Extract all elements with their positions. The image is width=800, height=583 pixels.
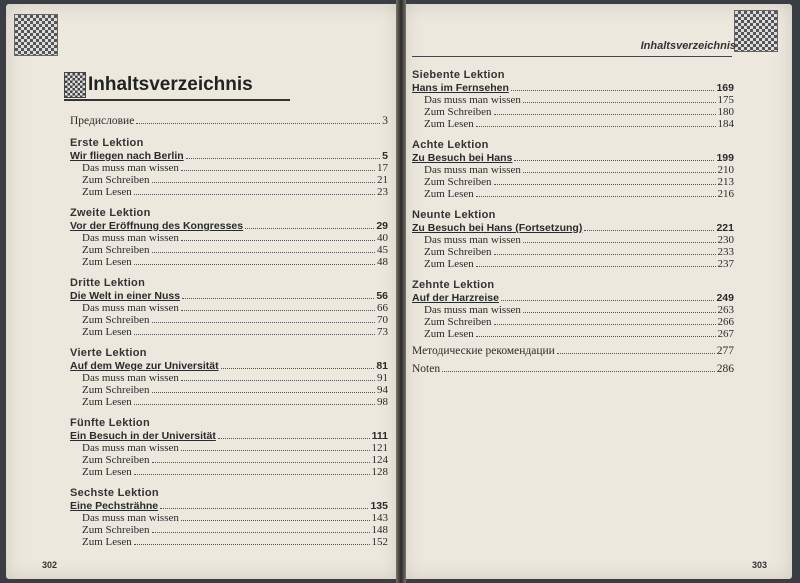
toc-entry	[412, 362, 734, 376]
dot-leader	[245, 220, 374, 229]
entry-title: Das muss man wissen	[82, 232, 179, 244]
toc-chapter-entry	[70, 220, 388, 232]
lesson-heading: Zweite Lektion	[70, 207, 151, 219]
dot-leader	[134, 326, 375, 335]
entry-page-number: 152	[371, 536, 388, 548]
entry-page-number: 45	[377, 244, 388, 256]
entry-title: Eine Pechsträhne	[70, 500, 159, 512]
dot-leader	[152, 314, 375, 323]
dot-leader	[494, 106, 716, 115]
dot-leader	[134, 466, 370, 475]
dot-leader	[134, 396, 375, 405]
entry-page-number: 128	[371, 466, 388, 478]
entry-title: Zum Lesen	[82, 256, 132, 268]
dot-leader	[152, 524, 370, 533]
entry-page-number: 66	[377, 302, 388, 314]
lesson-heading: Neunte Lektion	[412, 209, 496, 221]
toc-chapter-entry	[412, 82, 734, 94]
toc-subentry	[70, 186, 388, 198]
dot-leader	[152, 384, 375, 393]
toc-subentry	[70, 396, 388, 408]
lesson-heading: Dritte Lektion	[70, 277, 146, 289]
entry-page-number: 91	[377, 372, 388, 384]
entry-page-number: 230	[717, 234, 734, 246]
entry-page-number: 70	[377, 314, 388, 326]
dot-leader	[134, 256, 375, 265]
dot-leader	[523, 304, 716, 313]
dot-leader	[476, 188, 716, 197]
toc-subentry	[412, 176, 734, 188]
dot-leader	[181, 442, 370, 451]
dot-leader	[221, 360, 375, 369]
dot-leader	[181, 232, 375, 241]
toc-subentry	[70, 466, 388, 478]
entry-title: Ein Besuch in der Universität	[70, 430, 216, 442]
dot-leader	[152, 244, 375, 253]
entry-title: Zum Schreiben	[424, 176, 492, 188]
toc-right-column	[412, 68, 734, 376]
entry-page-number: 21	[377, 174, 388, 186]
entry-title: Das muss man wissen	[82, 442, 179, 454]
lesson-heading: Zehnte Lektion	[412, 279, 495, 291]
entry-title: Auf dem Wege zur Universität	[70, 360, 219, 372]
dot-leader	[181, 302, 375, 311]
toc-subentry	[70, 244, 388, 256]
lesson-heading: Achte Lektion	[412, 139, 489, 151]
entry-title: Zum Lesen	[82, 186, 132, 198]
toc-subentry	[412, 106, 734, 118]
toc-subentry	[70, 536, 388, 548]
toc-subentry	[70, 232, 388, 244]
entry-title: Zum Schreiben	[82, 454, 150, 466]
entry-title: Auf der Harzreise	[412, 292, 499, 304]
entry-page-number: 237	[717, 258, 734, 270]
toc-subentry	[412, 328, 734, 340]
toc-subentry	[412, 246, 734, 258]
toc-left-column	[70, 110, 388, 548]
toc-subentry	[70, 454, 388, 466]
entry-page-number: 143	[371, 512, 388, 524]
dot-leader	[136, 114, 380, 124]
entry-page-number: 23	[377, 186, 388, 198]
entry-page-number: 3	[382, 115, 388, 127]
dot-leader	[160, 500, 368, 509]
toc-chapter-entry	[70, 430, 388, 442]
toc-subentry	[70, 302, 388, 314]
entry-page-number: 210	[717, 164, 734, 176]
entry-page-number: 249	[716, 292, 734, 304]
toc-subentry	[412, 258, 734, 270]
page-number-right: 303	[752, 560, 768, 570]
entry-page-number: 94	[377, 384, 388, 396]
toc-chapter-entry	[70, 360, 388, 372]
toc-subentry	[412, 94, 734, 106]
toc-chapter-entry	[412, 152, 734, 164]
entry-title: Zum Lesen	[424, 118, 474, 130]
title-rule	[64, 99, 290, 101]
entry-title: Zum Schreiben	[82, 314, 150, 326]
toc-chapter-entry	[412, 222, 734, 234]
checkered-ornament-icon	[14, 14, 58, 56]
toc-chapter-entry	[70, 500, 388, 512]
toc-subentry	[70, 174, 388, 186]
dot-leader	[476, 118, 716, 127]
entry-page-number: 148	[371, 524, 388, 536]
toc-subentry	[412, 316, 734, 328]
toc-chapter-entry	[70, 290, 388, 302]
entry-title: Das muss man wissen	[82, 162, 179, 174]
entry-title: Das muss man wissen	[424, 304, 521, 316]
book-gutter	[396, 0, 406, 583]
dot-leader	[501, 292, 715, 301]
toc-subentry	[70, 512, 388, 524]
entry-title: Das muss man wissen	[424, 234, 521, 246]
lesson-heading: Siebente Lektion	[412, 69, 505, 81]
toc-subentry	[70, 524, 388, 536]
dot-leader	[494, 246, 716, 255]
entry-title: Zum Schreiben	[82, 244, 150, 256]
header-rule	[412, 56, 732, 57]
dot-leader	[181, 162, 375, 171]
entry-title: Методические рекомендации	[412, 345, 555, 357]
entry-page-number: 124	[371, 454, 388, 466]
entry-page-number: 121	[371, 442, 388, 454]
dot-leader	[152, 174, 375, 183]
entry-page-number: 233	[717, 246, 734, 258]
dot-leader	[181, 372, 375, 381]
entry-page-number: 17	[377, 162, 388, 174]
toc-entry	[70, 114, 388, 128]
entry-page-number: 221	[716, 222, 734, 234]
toc-entry	[412, 344, 734, 358]
entry-title: Das muss man wissen	[82, 512, 179, 524]
dot-leader	[152, 454, 370, 463]
dot-leader	[514, 152, 714, 161]
entry-page-number: 180	[717, 106, 734, 118]
page-title	[64, 72, 253, 98]
entry-title: Zum Lesen	[82, 396, 132, 408]
dot-leader	[494, 316, 716, 325]
toc-subentry	[412, 118, 734, 130]
toc-subentry	[70, 256, 388, 268]
entry-page-number: 56	[376, 290, 388, 302]
dot-leader	[523, 94, 716, 103]
entry-page-number: 135	[370, 500, 388, 512]
running-header: Inhaltsverzeichnis	[640, 40, 736, 52]
dot-leader	[476, 258, 716, 267]
entry-title: Zum Schreiben	[424, 106, 492, 118]
toc-subentry	[70, 326, 388, 338]
entry-title: Hans im Fernsehen	[412, 82, 509, 94]
dot-leader	[218, 430, 370, 439]
entry-title: Die Welt in einer Nuss	[70, 290, 181, 302]
toc-subentry	[70, 314, 388, 326]
entry-title: Zum Schreiben	[82, 174, 150, 186]
dot-leader	[182, 290, 374, 299]
entry-page-number: 184	[717, 118, 734, 130]
lesson-heading: Vierte Lektion	[70, 347, 147, 359]
entry-page-number: 266	[717, 316, 734, 328]
entry-page-number: 199	[716, 152, 734, 164]
entry-page-number: 216	[717, 188, 734, 200]
dot-leader	[511, 82, 715, 91]
entry-page-number: 267	[717, 328, 734, 340]
dot-leader	[494, 176, 716, 185]
dot-leader	[134, 536, 370, 545]
entry-page-number: 169	[716, 82, 734, 94]
toc-subentry	[70, 442, 388, 454]
entry-title: Zu Besuch bei Hans (Fortsetzung)	[412, 222, 583, 234]
toc-subentry	[70, 162, 388, 174]
entry-title: Das muss man wissen	[424, 164, 521, 176]
entry-title: Zu Besuch bei Hans	[412, 152, 513, 164]
toc-subentry	[412, 304, 734, 316]
dot-leader	[584, 222, 714, 231]
dot-leader	[557, 344, 715, 354]
entry-title: Zum Lesen	[424, 328, 474, 340]
dot-leader	[186, 150, 380, 159]
entry-title: Zum Lesen	[82, 536, 132, 548]
entry-title: Das muss man wissen	[82, 302, 179, 314]
entry-page-number: 29	[376, 220, 388, 232]
entry-page-number: 98	[377, 396, 388, 408]
dot-leader	[181, 512, 370, 521]
entry-page-number: 40	[377, 232, 388, 244]
entry-title: Zum Schreiben	[82, 524, 150, 536]
entry-title: Zum Lesen	[82, 326, 132, 338]
entry-page-number: 277	[716, 345, 734, 357]
dot-leader	[523, 234, 716, 243]
entry-page-number: 81	[376, 360, 388, 372]
toc-subentry	[70, 372, 388, 384]
lesson-heading: Sechste Lektion	[70, 487, 159, 499]
toc-subentry	[412, 164, 734, 176]
entry-title: Wir fliegen nach Berlin	[70, 150, 184, 162]
entry-title: Noten	[412, 363, 441, 375]
toc-chapter-entry	[70, 150, 388, 162]
entry-page-number: 48	[377, 256, 388, 268]
entry-title: Zum Schreiben	[82, 384, 150, 396]
entry-title: Das muss man wissen	[424, 94, 521, 106]
entry-page-number: 111	[371, 430, 388, 442]
entry-title: Zum Lesen	[424, 188, 474, 200]
entry-page-number: 175	[717, 94, 734, 106]
dot-leader	[476, 328, 716, 337]
toc-chapter-entry	[412, 292, 734, 304]
dot-leader	[442, 362, 715, 372]
entry-page-number: 5	[382, 150, 388, 162]
page-number-left: 302	[42, 560, 58, 570]
checkered-initial-icon	[64, 72, 86, 98]
entry-title: Zum Lesen	[424, 258, 474, 270]
entry-page-number: 73	[377, 326, 388, 338]
entry-title: Zum Lesen	[82, 466, 132, 478]
entry-title: Vor der Eröffnung des Kongresses	[70, 220, 244, 232]
checkered-ornament-icon	[734, 10, 778, 52]
toc-subentry	[412, 188, 734, 200]
lesson-heading: Erste Lektion	[70, 137, 144, 149]
lesson-heading: Fünfte Lektion	[70, 417, 150, 429]
entry-title: Предисловие	[70, 115, 135, 127]
entry-page-number: 263	[717, 304, 734, 316]
entry-title: Zum Schreiben	[424, 316, 492, 328]
page-title-text: Inhaltsverzeichnis	[88, 74, 253, 95]
entry-page-number: 213	[717, 176, 734, 188]
entry-page-number: 286	[716, 363, 734, 375]
entry-title: Das muss man wissen	[82, 372, 179, 384]
toc-subentry	[412, 234, 734, 246]
entry-title: Zum Schreiben	[424, 246, 492, 258]
dot-leader	[523, 164, 716, 173]
dot-leader	[134, 186, 375, 195]
toc-subentry	[70, 384, 388, 396]
